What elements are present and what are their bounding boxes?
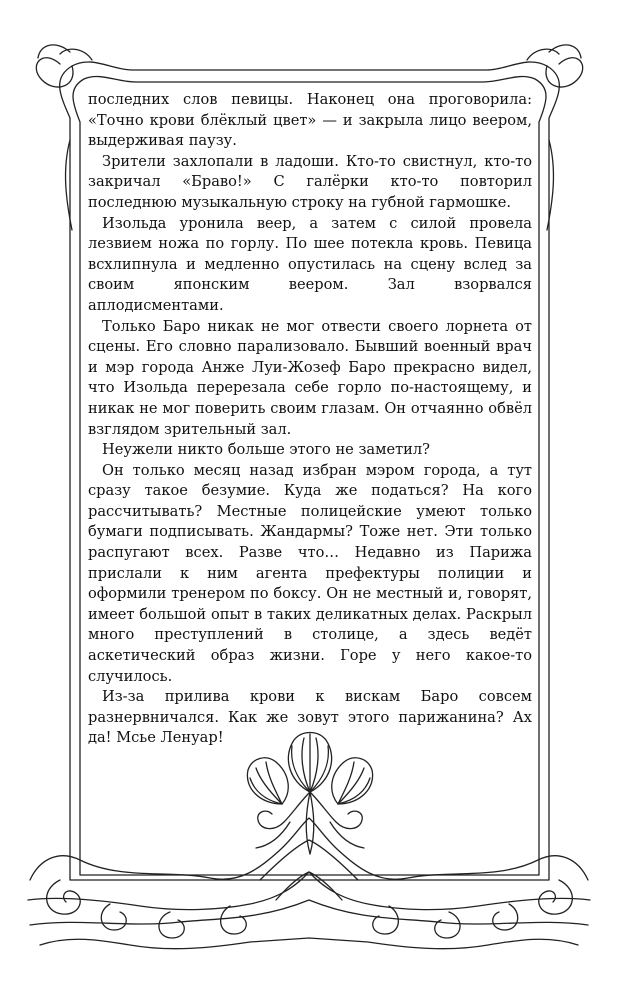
paragraph: последних слов певицы. Наконец она проговорила: «Точно крови блёклый цвет» — и закрыла лицо веером, выдерживая паузу. [88,91,532,150]
paragraph: Неужели никто больше этого не заметил? [102,441,431,459]
paragraph: Из-за прилива крови к вискам Баро совсем разнервничался. Как же зовут этого парижанина? Ах да! Мсье Ленуар! [88,688,532,747]
page-body-text [88,90,532,749]
paragraph: Изольда уронила веер, а затем с силой провела лезвием ножа по горлу. По шее потекла кровь. Певица всхлипнула и медленно опустилась на сцену вслед за своим японским веером. Зал взорвался аплодисментами. [88,214,532,314]
paragraph: Только Баро никак не мог отвести своего лорнета от сцены. Его словно парализовало. Бывший военный врач и мэр города Анже Луи-Жозеф Баро прекрасно видел, что Изольда перерезала себе горло по-настоящему, и никак не мог поверить своим глазам. Он отчаянно обвёл взглядом зрительный зал. [88,317,532,438]
paragraph: Зрители захлопали в ладоши. Кто-то свистнул, кто-то закричал «Браво!» С галёрки кто-то повторил последнюю музыкальную строку на губной гармошке. [88,152,532,211]
paragraph: Он только месяц назад избран мэром города, а тут сразу такое безумие. Куда же податься? На кого рассчитывать? Местные полицейские умеют только бумаги подписывать. Жандармы? Тоже нет. Эти только распугают всех. Разве что… Недавно из Парижа прислали к ним агента префектуры полиции и оформили тренером по боксу. Он не местный и, говорят, имеет большой опыт в таких деликатных делах. Раскрыл много преступлений в столице, а здесь ведёт аскетический образ жизни. Горе у него какое-то случилось. [88,461,532,685]
